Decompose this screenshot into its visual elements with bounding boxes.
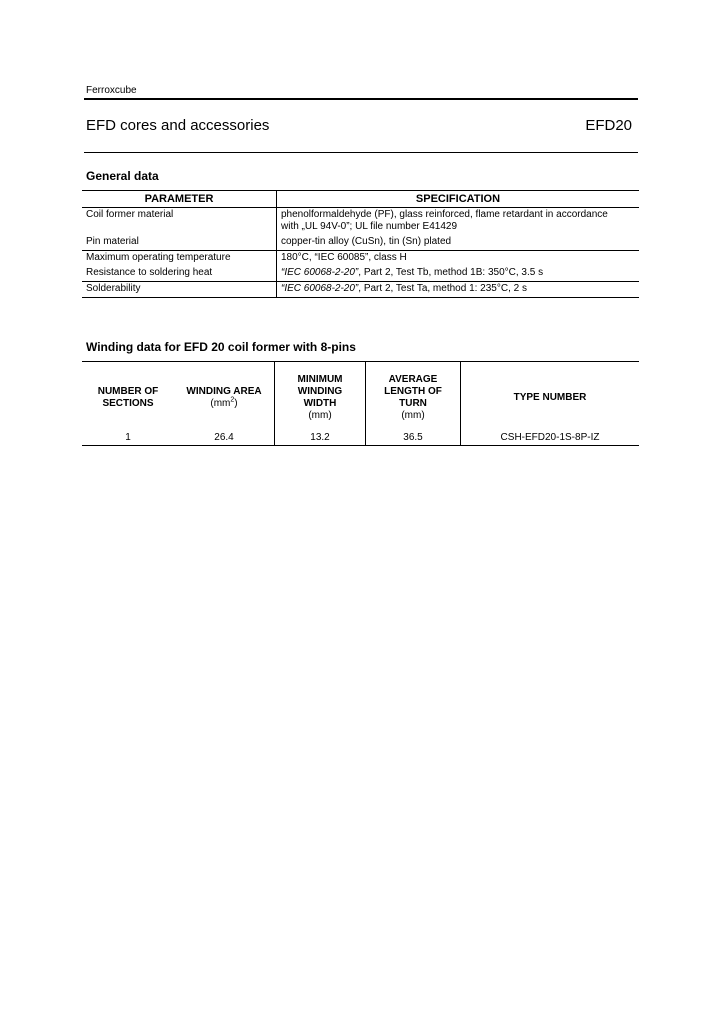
spec-standard: “IEC 60068-2-20” (281, 283, 359, 294)
general-data-title: General data (86, 169, 159, 183)
header-rule (84, 98, 638, 100)
table-header-row (82, 191, 639, 208)
column-header-length-of-turn: AVERAGE LENGTH OF TURN (mm) (366, 362, 461, 432)
document-code: EFD20 (585, 117, 632, 134)
param-cell: Resistance to soldering heat (82, 266, 277, 282)
table-row (82, 266, 639, 282)
spec-cell (277, 282, 640, 298)
table-row (82, 431, 639, 446)
type-number-cell: CSH-EFD20-1S-8P-IZ (461, 431, 640, 446)
winding-width-cell: 13.2 (275, 431, 366, 446)
winding-area-cell: 26.4 (174, 431, 275, 446)
column-header-type-number: TYPE NUMBER (461, 362, 640, 432)
spec-cell: 180°C, “IEC 60085”, class H (281, 252, 407, 263)
table-row (82, 251, 639, 267)
column-header-sections: NUMBER OF SECTIONS (82, 362, 174, 432)
table-header-row (82, 362, 639, 432)
spec-text: , Part 2, Test Ta, method 1: 235°C, 2 s (358, 283, 527, 294)
brand-name: Ferroxcube (86, 85, 137, 96)
spec-cell: copper-tin alloy (CuSn), tin (Sn) plated (277, 235, 640, 251)
table-row (82, 282, 639, 298)
general-data-table (82, 190, 639, 298)
spec-standard: “IEC 60068-2-20” (281, 267, 359, 278)
spec-line: phenolformaldehyde (PF), glass reinforced, flame retardant in accordance (281, 209, 608, 220)
document-title: EFD cores and accessories (86, 117, 270, 134)
winding-data-title: Winding data for EFD 20 coil former with 8-pins (86, 340, 356, 354)
column-header-specification: SPECIFICATION (277, 191, 640, 208)
length-of-turn-cell: 36.5 (366, 431, 461, 446)
spec-cell (277, 266, 640, 282)
param-cell: Solderability (82, 282, 277, 298)
spec-line: with „UL 94V-0”; UL file number E41429 (281, 221, 458, 232)
winding-data-table (82, 361, 639, 446)
title-rule (84, 152, 638, 153)
column-header-parameter: PARAMETER (82, 191, 277, 208)
param-cell: Pin material (82, 235, 277, 251)
sections-cell: 1 (82, 431, 174, 446)
spec-text: , Part 2, Test Tb, method 1B: 350°C, 3.5 s (358, 267, 544, 278)
column-header-winding-width: MINIMUM WINDING WIDTH (mm) (275, 362, 366, 432)
table-row (82, 235, 639, 251)
table-row (82, 208, 639, 236)
column-header-winding-area: WINDING AREA $(mm^2)$ (174, 362, 275, 432)
param-cell: Maximum operating temperature (82, 251, 277, 267)
spec-cell (277, 208, 640, 236)
param-cell: Coil former material (82, 208, 277, 236)
